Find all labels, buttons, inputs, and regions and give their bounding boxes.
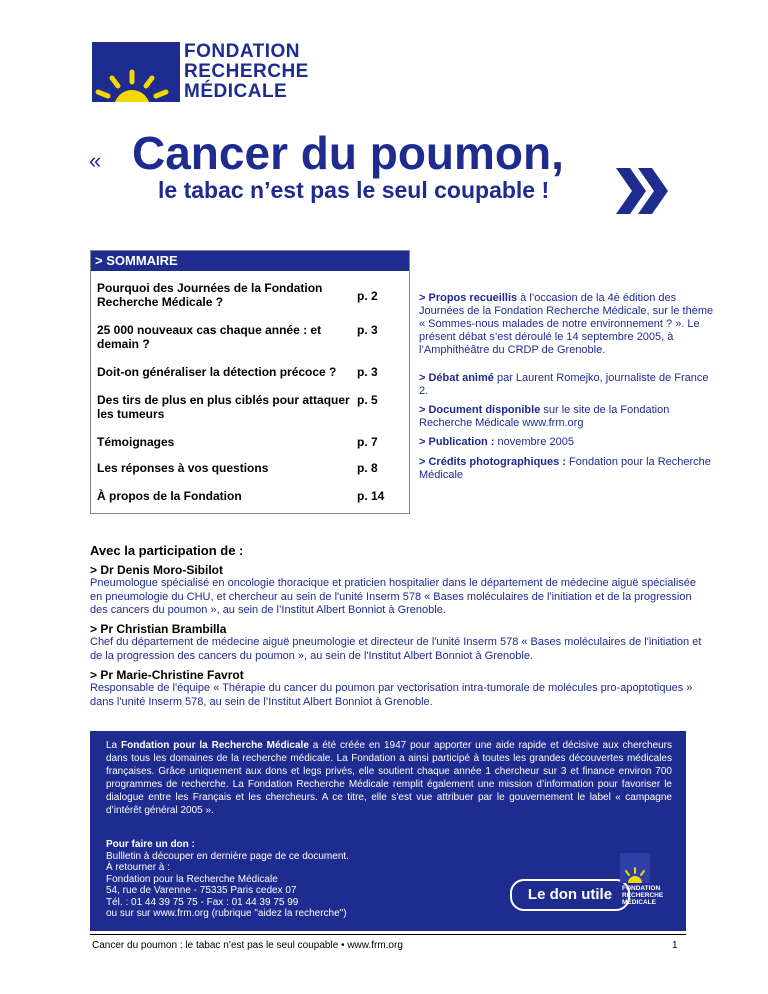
donation-line: Tél. : 01 44 39 75 75 - Fax : 01 44 39 75 99 [106, 896, 299, 908]
mini-logo-text: FONDATION RECHERCHE MÉDICALE [622, 885, 664, 906]
mini-sun-icon [620, 853, 650, 883]
info-item: > Publication : novembre 2005 [419, 436, 574, 448]
close-quote-icon [614, 166, 672, 216]
sommaire-box: > SOMMAIRE Pourquoi des Journées de la Fondation Recherche Médicale ? p. 2 25 000 nouveaux cas chaque année : et demain ? p. 3 Doit-on généraliser la détection précoce ? p. 3 Des tirs de plus en plus ciblés pour attaquer les tumeurs p. 5 Témoignages p. 7 Les réponses à vos questions p. 8 À propos de la Fondation p. 14 [90, 250, 410, 514]
footer-text: Cancer du poumon : le tabac n’est pas le seul coupable • www.frm.org [92, 940, 403, 951]
mini-frm-logo [620, 853, 682, 919]
participant-name: > Dr Denis Moro-Sibilot [90, 563, 224, 577]
foundation-description: La Fondation pour la Recherche Médicale a été créée en 1947 pour apporter une aide rapide et décisive aux chercheurs dans tous les domaines de la recherche médicale. La Fondation a ainsi participé à toutes les grandes découvertes médicales françaises. Grâce uniquement aux dons et legs privés, elle soutient chaque année 1 chercheur sur 3 et finance environ 700 programmes de recherche. La Fondation Recherche Médicale remplit également une mission d’information pour favoriser le dialogue entre les Français et les chercheurs. A ce titre, elle s’est vue attribuer par le gouvernement le label « campagne d’intérêt général 2005 ». [106, 740, 673, 816]
donation-line: 54, rue de Varenne - 75335 Paris cedex 07 [106, 885, 297, 896]
page-number: 1 [672, 940, 678, 951]
donation-line: Fondation pour la Recherche Médicale [106, 873, 278, 885]
participant-name: > Pr Christian Brambilla [90, 622, 227, 636]
donation-line: ou sur sur www.frm.org (rubrique "aidez la recherche") [106, 908, 347, 919]
donation-title: Pour faire un don : [106, 839, 195, 850]
sommaire-header: > SOMMAIRE [91, 251, 409, 271]
info-item: > Débat animé par Laurent Romejko, journaliste de France 2. [419, 372, 709, 397]
foundation-banner [90, 731, 686, 931]
page-subtitle: le tabac n’est pas le seul coupable ! [158, 177, 550, 203]
page-title: Cancer du poumon, [132, 127, 564, 179]
donation-line: Bullletin à découper en dernière page de ce document. [106, 850, 349, 862]
don-utile-button[interactable]: Le don utile [510, 879, 630, 911]
info-item: > Document disponible sur le site de la Fondation Recherche Médicale www.frm.org [419, 404, 670, 429]
donation-line: À retourner à : [106, 862, 170, 873]
participant-description: Chef du département de médecine aiguë pneumologie et directeur de l'unité Inserm 578 « Bases moléculaires de l'initiation et de la progression des cancers du poumon », au sein de l'Institut Albert Bonniot à Grenoble. [90, 636, 702, 662]
participants-title: Avec la participation de : [90, 543, 244, 558]
participant-name: > Pr Marie-Christine Favrot [90, 668, 244, 682]
participant-description: Responsable de l'équipe « Thérapie du cancer du poumon par vectorisation intra-tumorale de molécules pro-apoptotiques » dans l'unité Inserm 578, au sein de l’Institut Albert Bonniot à Grenoble. [90, 682, 693, 708]
info-item: > Crédits photographiques : Fondation pour la Recherche Médicale [419, 456, 711, 481]
frm-logo [92, 42, 314, 102]
logo-wordmark: FONDATION RECHERCHE MÉDICALE [184, 41, 309, 102]
participant-description: Pneumologue spécialisé en oncologie thoracique et praticien hospitalier dans le département de médecine aiguë spécialisée en pneumologie du CHU, et chercheur au sein de l'unité Inserm 578 « Bases moléculaires de l'initiation et de la progression des cancers du poumon », au sein de l’Institut Albert Bonniot à Grenoble. [90, 577, 697, 616]
footer-divider [90, 934, 686, 935]
donation-info [106, 839, 436, 920]
sun-logo-icon [92, 42, 180, 102]
info-item: > Propos recueillis à l’occasion de la 4è édition des Journées de la Fondation Recherche Médicale, sur le thème « Sommes-nous malades de notre environnement ? ». Le présent débat s’est déroulé le 14 septembre 2005, à l’Amphithéâtre du CRDP de Grenoble. [419, 292, 714, 356]
open-quote: « [89, 148, 102, 173]
